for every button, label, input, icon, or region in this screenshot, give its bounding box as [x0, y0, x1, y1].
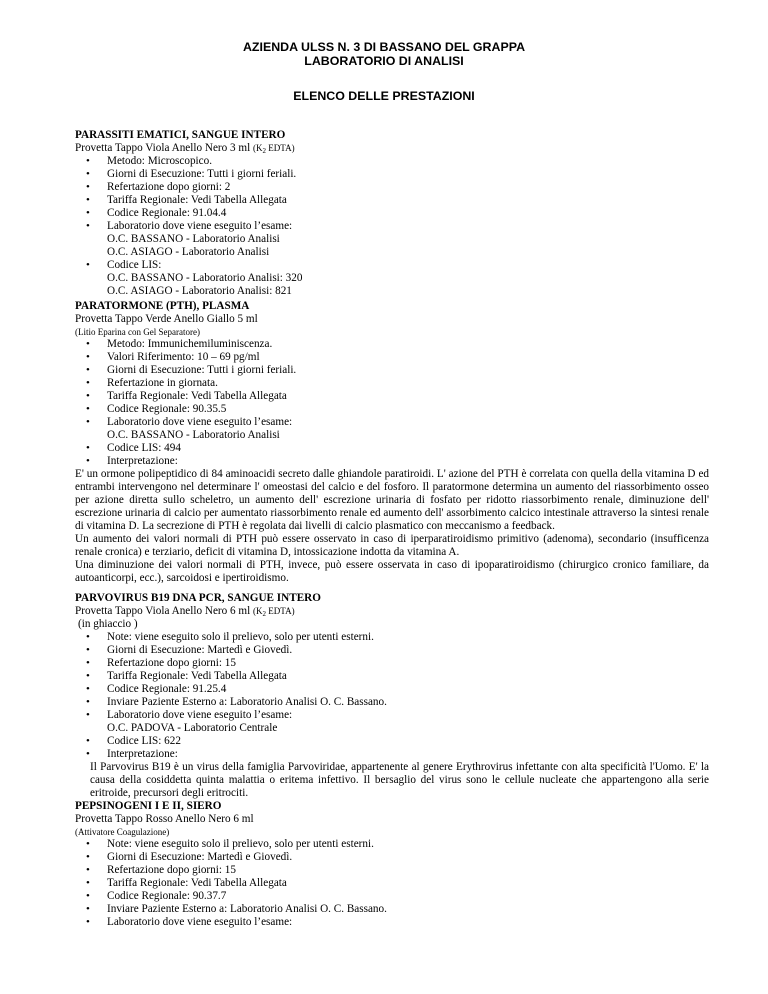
section-paratormone — [75, 299, 709, 585]
bullet-icon: • — [86, 338, 90, 350]
bullet-icon: • — [86, 696, 90, 708]
bullet-icon: • — [86, 683, 90, 695]
list-item: • Codice LIS: — [86, 259, 162, 271]
tube-info: Provetta Tappo Rosso Anello Nero 6 ml — [75, 813, 254, 825]
bullet-icon: • — [86, 838, 90, 850]
section-title: PARASSITI EMATICI, SANGUE INTERO — [75, 129, 286, 141]
bullet-icon: • — [86, 442, 90, 454]
list-item: • Laboratorio dove viene eseguito l’esame: — [86, 916, 293, 928]
list-item: • Codice Regionale: 90.37.7 — [86, 890, 227, 902]
bullet-icon: • — [86, 259, 90, 271]
list-item: • Giorni di Esecuzione: Martedì e Giovedì. — [86, 851, 293, 863]
list-item: • Refertazione dopo giorni: 15 — [86, 864, 236, 876]
header-line-2: LABORATORIO DI ANALISI — [304, 54, 464, 68]
detail-list — [75, 442, 709, 468]
bullet-icon: • — [86, 657, 90, 669]
bullet-icon: • — [86, 220, 90, 232]
list-item: • Tariffa Regionale: Vedi Tabella Allegata — [86, 194, 287, 206]
detail-list — [75, 631, 709, 722]
bullet-icon: • — [86, 748, 90, 760]
list-item: • Interpretazione: — [86, 748, 178, 760]
list-item: • Tariffa Regionale: Vedi Tabella Allegata — [86, 670, 287, 682]
bullet-icon: • — [86, 890, 90, 902]
section-parvovirus — [75, 591, 709, 800]
list-item: • Metodo: Immunichemiluminiscenza. — [86, 338, 273, 350]
bullet-icon: • — [86, 916, 90, 928]
section-title: PARATORMONE (PTH), PLASMA — [75, 300, 250, 312]
detail-list — [75, 155, 709, 233]
section-title: PEPSINOGENI I E II, SIERO — [75, 800, 222, 812]
bullet-icon: • — [86, 390, 90, 402]
list-item: • Codice Regionale: 91.25.4 — [86, 683, 227, 695]
bullet-icon: • — [86, 851, 90, 863]
list-item: • Giorni di Esecuzione: Tutti i giorni feriali. — [86, 168, 297, 180]
list-item: • Laboratorio dove viene eseguito l’esame: — [86, 709, 293, 721]
detail-list — [75, 735, 709, 761]
bullet-icon: • — [86, 903, 90, 915]
bullet-icon: • — [86, 864, 90, 876]
bullet-icon: • — [86, 877, 90, 889]
interpretation-paragraph: E' un ormone polipeptidico di 84 aminoacidi secreto dalle ghiandole paratiroidi. L' azione del PTH è correlata con quella della vitamina D ed entrambi intervengono nel determinare l' omeostasi del calcio e del fosforo. Il paratormone determina un aumento del riassorbimento osseo per azione diretta sullo scheletro, un aumento dell' escrezione urinaria di fosfato per ridotto riassorbimento renale, diminuzione dell' escrezione urinaria di calcio per aumentato riassorbimento renale ed aumento dell' assorbimento calcico intestinale attraverso la sintesi renale di vitamina D. La secrezione di PTH è regolata dai livelli di calcio plasmatico con meccanismo a feedback. — [75, 468, 709, 532]
list-item: • Note: viene eseguito solo il prelievo, solo per utenti esterni. — [86, 838, 374, 850]
list-item: • Note: viene eseguito solo il prelievo, solo per utenti esterni. — [86, 631, 374, 643]
lab-name: O.C. BASSANO - Laboratorio Analisi — [107, 429, 280, 441]
list-item: • Tariffa Regionale: Vedi Tabella Allegata — [86, 877, 287, 889]
detail-list — [75, 838, 709, 929]
list-item: • Refertazione in giornata. — [86, 377, 218, 389]
bullet-icon: • — [86, 377, 90, 389]
tube-info: Provetta Tappo Viola Anello Nero 3 ml ($K_2$ EDTA) — [75, 142, 295, 155]
lis-code: O.C. ASIAGO - Laboratorio Analisi: 821 — [107, 285, 292, 297]
bullet-icon: • — [86, 181, 90, 193]
tube-additive: (Litio Eparina con Gel Separatore) — [75, 327, 200, 337]
header-line-1: AZIENDA ULSS N. 3 DI BASSANO DEL GRAPPA — [242, 40, 526, 54]
bullet-icon: • — [86, 455, 90, 467]
list-item: • Codice LIS: 494 — [86, 442, 181, 454]
bullet-icon: • — [86, 403, 90, 415]
list-item: • Refertazione dopo giorni: 2 — [86, 181, 231, 193]
list-item: • Interpretazione: — [86, 455, 178, 467]
list-item: • Tariffa Regionale: Vedi Tabella Allegata — [86, 390, 287, 402]
list-item: • Giorni di Esecuzione: Tutti i giorni feriali. — [86, 364, 297, 376]
list-item: • Laboratorio dove viene eseguito l’esame: — [86, 220, 293, 232]
bullet-icon: • — [86, 670, 90, 682]
lab-name: O.C. PADOVA - Laboratorio Centrale — [107, 722, 278, 734]
bullet-icon: • — [86, 168, 90, 180]
lis-code: O.C. BASSANO - Laboratorio Analisi: 320 — [107, 272, 303, 284]
bullet-icon: • — [86, 416, 90, 428]
list-item: • Inviare Paziente Esterno a: Laboratorio Analisi O. C. Bassano. — [86, 696, 387, 708]
lab-name: O.C. BASSANO - Laboratorio Analisi — [107, 233, 280, 245]
list-item: • Codice Regionale: 91.04.4 — [86, 207, 227, 219]
bullet-icon: • — [86, 631, 90, 643]
bullet-icon: • — [86, 155, 90, 167]
bullet-icon: • — [86, 364, 90, 376]
list-item: • Valori Riferimento: 10 – 69 pg/ml — [86, 351, 260, 363]
bullet-icon: • — [86, 644, 90, 656]
tube-note: (in ghiaccio ) — [78, 618, 138, 630]
list-item: • Metodo: Microscopico. — [86, 155, 213, 167]
bullet-icon: • — [86, 709, 90, 721]
lab-name: O.C. ASIAGO - Laboratorio Analisi — [107, 246, 270, 258]
list-item: • Codice LIS: 622 — [86, 735, 181, 747]
section-parassiti — [75, 128, 709, 298]
list-item: • Refertazione dopo giorni: 15 — [86, 657, 236, 669]
tube-info: Provetta Tappo Viola Anello Nero 6 ml ($K_2$ EDTA) — [75, 605, 295, 618]
interpretation-paragraph: Un aumento dei valori normali di PTH può essere osservato in caso di iperparatiroidismo primitivo (adenoma), secondario (insufficenza renale cronica) e terziario, deficit di vitamina D, intossicazione indotta da vitamina A. — [75, 533, 709, 558]
page-title: ELENCO DELLE PRESTAZIONI — [293, 89, 475, 103]
detail-list — [75, 338, 709, 429]
interpretation-paragraph: Il Parvovirus B19 è un virus della famiglia Parvoviridae, appartenente al genere Erythrovirus infettante con alta specificità l'Uomo. E' la causa della cosiddetta quinta malattia o eritema infettivo. Il bersaglio del virus sono le cellule nucleate che appartengono alla serie eritroide, precursori degli eritrociti. — [90, 761, 709, 799]
tube-info: Provetta Tappo Verde Anello Giallo 5 ml — [75, 313, 258, 325]
section-pepsinogeni — [75, 799, 709, 929]
list-item: • Inviare Paziente Esterno a: Laboratorio Analisi O. C. Bassano. — [86, 903, 387, 915]
bullet-icon: • — [86, 194, 90, 206]
list-item: • Laboratorio dove viene eseguito l’esame: — [86, 416, 293, 428]
bullet-icon: • — [86, 735, 90, 747]
tube-additive: (Attivatore Coagulazione) — [75, 827, 170, 837]
section-title: PARVOVIRUS B19 DNA PCR, SANGUE INTERO — [75, 592, 321, 604]
list-item: • Codice Regionale: 90.35.5 — [86, 403, 227, 415]
bullet-icon: • — [86, 351, 90, 363]
lis-list — [75, 259, 709, 272]
list-item: • Giorni di Esecuzione: Martedì e Giovedì. — [86, 644, 293, 656]
interpretation-paragraph: Una diminuzione dei valori normali di PTH, invece, può essere osservata in caso di ipoparatiroidismo (chirurgico cronico familiare, da autoanticorpi, ecc.), sarcoidosi e ipertiroidismo. — [75, 559, 709, 584]
bullet-icon: • — [86, 207, 90, 219]
